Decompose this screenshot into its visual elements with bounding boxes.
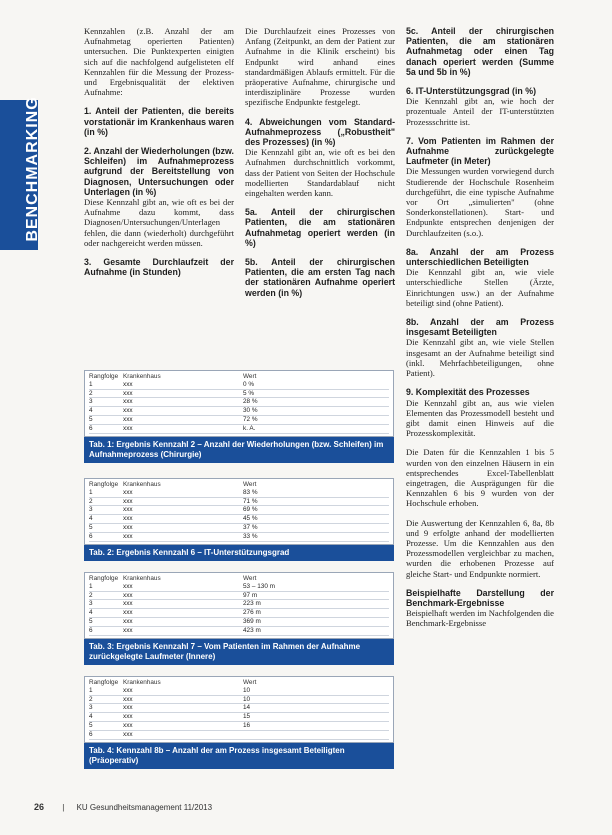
kpi-7-text: Die Messungen wurden vorwiegend durch Studierende der Hochschule Rosenheim durchgeführt, die eine typische Aufnahme vor Ort „simulierten" (ohne Sonderkonstellationen). Start- und Endpunkte entsprechen denjenigen der Durchlaufzeiten (s.o.). xyxy=(406,166,554,238)
kpi-9-heading: 9. Komplexität des Prozesses xyxy=(406,387,530,398)
table-row: 4 xxx 276 m xyxy=(89,609,389,618)
table-row: 1 xxx 53 – 130 m xyxy=(89,583,389,592)
page-number: 26 xyxy=(34,802,45,812)
table-row: 5 xxx 16 xyxy=(89,722,389,731)
column-3 xyxy=(406,26,554,638)
kpi-2-heading: 2. Anzahl der Wiederholungen (bzw. Schleifen) im Aufnahmeprozess aufgrund der Bereitstellung von Diagnosen, Untersuchungen oder Unterlagen (in %) xyxy=(84,146,234,197)
kpi-8b-text: Die Kennzahl gibt an, wie viele Stellen insgesamt an der Aufnahme beteiligt sind (inkl. Mehrfachbeteiligungen, ohne Patient). xyxy=(406,337,554,379)
data-collection-text: Die Daten für die Kennzahlen 1 bis 5 wurden von den einzelnen Häusern in ein entsprechendes Excel-Tabellenblatt eingetragen, die Ausprägungen für die Kennzahlen 6 bis 9 wurden von der Hochschule erhoben. xyxy=(406,447,554,509)
table-row: 5 xxx 72 % xyxy=(89,416,389,425)
table-row: 2 xxx 71 % xyxy=(89,498,389,507)
results-heading: Beispielhafte Darstellung der Benchmark-Ergebnisse xyxy=(406,587,554,608)
table-row: 3 xxx 14 xyxy=(89,704,389,713)
footer-separator: | xyxy=(62,803,65,812)
table-1 xyxy=(84,370,394,463)
column-1 xyxy=(84,26,234,277)
table-1-caption: Tab. 1: Ergebnis Kennzahl 2 – Anzahl der Wiederholungen (bzw. Schleifen) im Aufnahmeprozess (Chirurgie) xyxy=(84,437,394,463)
kpi-2-text: Diese Kennzahl gibt an, wie oft es bei der Aufnahme dazu kommt, dass Diagnosen/Untersuchungen/Unterlagen fehlen, die dann (wiederholt) durchgeführt oder nachgereicht werden müssen. xyxy=(84,197,234,248)
table-row: 5 xxx 369 m xyxy=(89,618,389,627)
section-label: BENCHMARKING xyxy=(24,96,41,242)
kpi-3-heading: 3. Gesamte Durchlaufzeit der Aufnahme (in Stunden) xyxy=(84,257,234,278)
kpi-5a-heading: 5a. Anteil der chirurgischen Patienten, die am stationären Aufnahmetag operiert werden (in %) xyxy=(245,207,395,248)
evaluation-text: Die Auswertung der Kennzahlen 6, 8a, 8b und 9 erfolgte anhand der modellierten Prozesse. Um die Kennzahlen aus den Prozessmodellen vergleichbar zu machen, wurden die erhobenen Prozesse auf gleiche Start- und Endpunkte normiert. xyxy=(406,517,554,579)
table-row: 3 xxx 28 % xyxy=(89,398,389,407)
table-row: 6 xxx 33 % xyxy=(89,533,389,542)
kpi-6-heading: 6. IT-Unterstützungsgrad (in %) xyxy=(406,86,536,97)
kpi-5b-heading: 5b. Anteil der chirurgischen Patienten, die am ersten Tag nach der stationären Aufnahme operiert werden (in %) xyxy=(245,257,395,298)
kpi-3-text: Die Durchlaufzeit eines Prozesses von Anfang (Zeitpunkt, an dem der Patient zur Aufnahme in die Klinik erscheint) bis Endpunkt wird anhand eines standardmäßigen Ablaufs ermittelt. Für die präoperative Aufnahme, chirurgische und interdisziplinäre Prozesse wurden spezifische Endpunkte festgelegt. xyxy=(245,26,395,108)
results-text: Beispielhaft werden im Nachfolgenden die Benchmark-Ergebnisse xyxy=(406,608,554,629)
table-row: 5 xxx 37 % xyxy=(89,524,389,533)
table-row: 1 xxx 10 xyxy=(89,687,389,696)
table-row: 4 xxx 45 % xyxy=(89,515,389,524)
kpi-5c-heading: 5c. Anteil der chirurgischen Patienten, die am stationären Aufnahmetag oder einen Tag danach operiert werden (Summe 5a und 5b in %) xyxy=(406,26,554,77)
table-row: 2 xxx 10 xyxy=(89,696,389,705)
column-2 xyxy=(245,26,395,298)
table-3-caption: Tab. 3: Ergebnis Kennzahl 7 – Vom Patienten im Rahmen der Aufnahme zurückgelegte Laufmeter (Innere) xyxy=(84,639,394,665)
table-row: 6 xxx k. A. xyxy=(89,425,389,434)
kpi-6-text: Die Kennzahl gibt an, wie hoch der prozentuale Anteil der IT-unterstützten Prozessschritte ist. xyxy=(406,96,554,127)
table-row: 3 xxx 69 % xyxy=(89,506,389,515)
kpi-8a-text: Die Kennzahl gibt an, wie viele unterschiedliche Stellen (Ärzte, Einrichtungen usw.) an der Aufnahme beteiligt sind (ohne Patient). xyxy=(406,267,554,308)
table-2 xyxy=(84,478,394,561)
kpi-4-text: Die Kennzahl gibt an, wie oft es bei den Aufnahmen durchschnittlich vorkommt, dass der Patient von Seiten der Hochschule modellierten Standardablauf nicht eingehalten werden kann. xyxy=(245,147,395,199)
table-2-caption: Tab. 2: Ergebnis Kennzahl 6 – IT-Unterstützungsgrad xyxy=(84,545,394,561)
table-row: 1 xxx 83 % xyxy=(89,489,389,498)
table-row: 6 xxx 423 m xyxy=(89,627,389,636)
table-row: 6 xxx xyxy=(89,731,389,740)
kpi-9-text: Die Kennzahl gibt an, aus wie vielen Elementen das Prozessmodell besteht und gibt damit einen Hinweis auf die Prozesskomplexität. xyxy=(406,397,554,439)
table-4-caption: Tab. 4: Kennzahl 8b – Anzahl der am Prozess insgesamt Beteiligten (Präoperativ) xyxy=(84,743,394,769)
page-footer xyxy=(34,802,212,812)
table-header-row: Rangfolge Krankenhaus Wert xyxy=(89,373,257,380)
table-row: 2 xxx 97 m xyxy=(89,592,389,601)
table-4 xyxy=(84,676,394,769)
table-header-row: Rangfolge Krankenhaus Wert xyxy=(89,575,257,582)
table-header-row: Rangfolge Krankenhaus Wert xyxy=(89,679,257,686)
journal-name: KU Gesundheitsmanagement 11/2013 xyxy=(76,803,213,812)
kpi-8b-heading: 8b. Anzahl der am Prozess insgesamt Beteiligten xyxy=(406,317,554,338)
table-row: 4 xxx 30 % xyxy=(89,407,389,416)
table-row: 2 xxx 5 % xyxy=(89,390,389,399)
table-row: 4 xxx 15 xyxy=(89,713,389,722)
table-row: 3 xxx 223 m xyxy=(89,600,389,609)
table-header-row: Rangfolge Krankenhaus Wert xyxy=(89,481,257,488)
table-row: 1 xxx 0 % xyxy=(89,381,389,390)
kpi-1-heading: 1. Anteil der Patienten, die bereits vorstationär im Krankenhaus waren (in %) xyxy=(84,106,234,137)
kpi-7-heading: 7. Vom Patienten im Rahmen der Aufnahme zurückgelegte Laufmeter (in Meter) xyxy=(406,135,554,167)
kpi-4-heading: 4. Abweichungen vom Standard-Aufnahmeprozess („Robustheit" des Prozesses) (in %) xyxy=(245,116,395,148)
kpi-8a-heading: 8a. Anzahl der am Prozess unterschiedlichen Beteiligten xyxy=(406,246,554,268)
table-3 xyxy=(84,572,394,665)
intro-paragraph: Kennzahlen (z.B. Anzahl der am Aufnahmetag operierten Patienten) untersuchen. Die Punktexperten einigten sich auf die nachfolgend aufgelisteten elf Kennzahlen für die Messung der Prozess- und Ergebnisqualität der elektiven Aufnahme: xyxy=(84,26,234,98)
